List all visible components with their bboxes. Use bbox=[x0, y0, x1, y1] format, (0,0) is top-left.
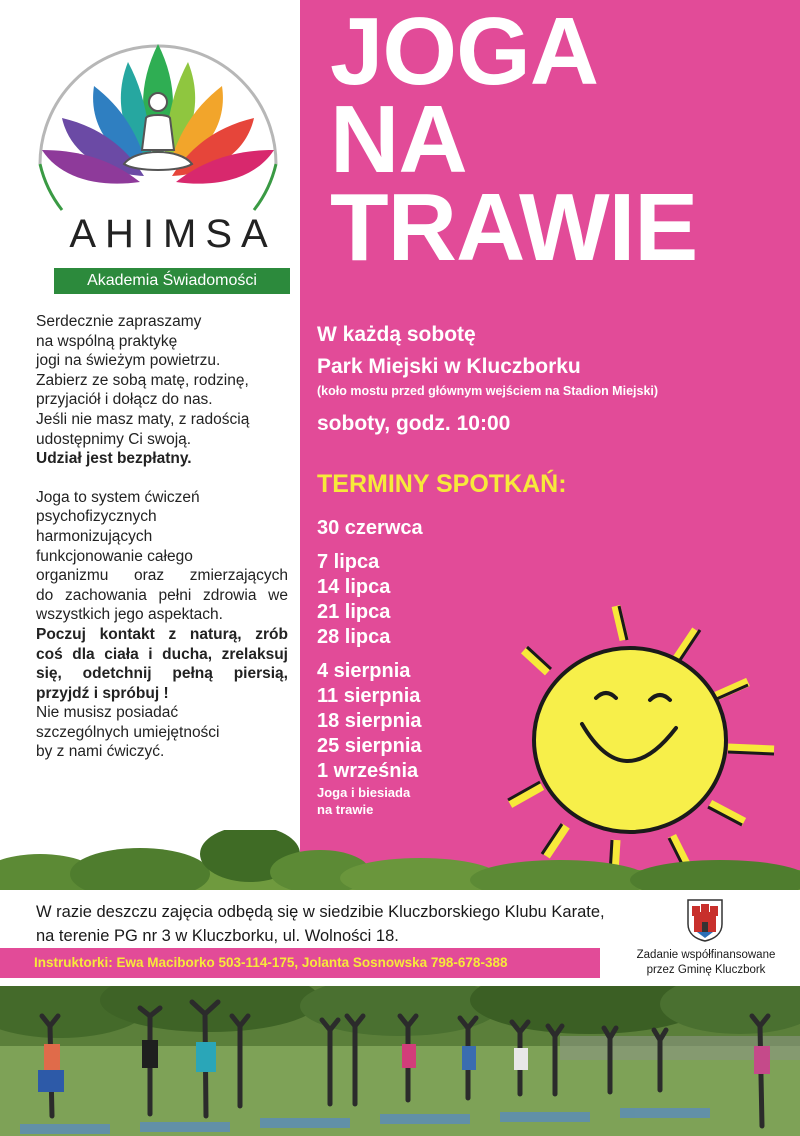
intro-bold-line: Poczuj kontakt z naturą, zrób bbox=[36, 625, 288, 643]
schedule-day: W każdą sobotę bbox=[317, 323, 476, 346]
intro-line: do zachowania pełni zdrowia we bbox=[36, 586, 288, 604]
title-line: TRAWIE bbox=[330, 174, 698, 281]
intro-line: jogi na świeżym powietrzu. bbox=[36, 352, 221, 370]
left-column bbox=[0, 0, 300, 880]
intro-text bbox=[36, 312, 288, 762]
intro-bold-line: coś dla ciała i ducha, zrelaksuj bbox=[36, 645, 288, 663]
intro-line: udostępnimy Ci swoją. bbox=[36, 430, 192, 448]
intro-line: Nie musisz posiadać bbox=[36, 704, 179, 722]
cofund-line: Zadanie współfinansowane bbox=[636, 949, 776, 961]
schedule-info bbox=[317, 322, 658, 438]
intro-line: funkcjonowanie całego bbox=[36, 547, 193, 565]
free-participation: Udział jest bezpłatny. bbox=[36, 450, 192, 468]
date-item: 7 lipca bbox=[317, 551, 380, 573]
final-note-line: na trawie bbox=[317, 802, 374, 817]
schedule-place: Park Miejski w Kluczborku bbox=[317, 355, 581, 378]
date-item: 28 lipca bbox=[317, 626, 391, 648]
cofunding-note bbox=[612, 948, 800, 978]
intro-line: Jeśli nie masz maty, z radością bbox=[36, 410, 250, 428]
final-event-note bbox=[317, 784, 423, 818]
poster-title bbox=[330, 0, 790, 281]
intro-line: harmonizujących bbox=[36, 527, 153, 545]
intro-line: organizmu oraz zmierzających bbox=[36, 567, 288, 585]
intro-line: psychofizycznych bbox=[36, 508, 157, 526]
final-note-line: Joga i biesiada bbox=[317, 785, 411, 800]
logo-name: AHIMSA bbox=[69, 212, 277, 256]
intro-line: Joga to system ćwiczeń bbox=[36, 488, 200, 506]
date-item: 21 lipca bbox=[317, 601, 391, 623]
intro-line: by z nami ćwiczyć. bbox=[36, 743, 165, 761]
date-item: 1 września bbox=[317, 760, 419, 782]
date-item: 30 czerwca bbox=[317, 517, 423, 539]
intro-bold-line: się, odetchnij pełną piersią, bbox=[36, 665, 288, 683]
intro-bold-line: przyjdź i spróbuj ! bbox=[36, 684, 169, 702]
kluczbork-coat-of-arms-icon bbox=[686, 898, 724, 942]
date-item: 14 lipca bbox=[317, 576, 391, 598]
intro-line: Serdecznie zapraszamy bbox=[36, 313, 202, 330]
intro-line: szczególnych umiejętności bbox=[36, 723, 220, 741]
title-line: JOGA bbox=[330, 0, 599, 105]
date-item: 11 sierpnia bbox=[317, 685, 421, 707]
date-item: 4 sierpnia bbox=[317, 660, 411, 682]
rain-line: na terenie PG nr 3 w Kluczborku, ul. Wolności 18. bbox=[36, 927, 399, 945]
title-line: NA bbox=[330, 86, 467, 193]
schedule-place-note: (koło mostu przed głównym wejściem na Stadion Miejski) bbox=[317, 384, 659, 398]
rain-notice bbox=[36, 900, 676, 948]
info-band bbox=[0, 890, 800, 986]
schedule-time: soboty, godz. 10:00 bbox=[317, 412, 511, 435]
intro-line: przyjaciół i dołącz do nas. bbox=[36, 391, 213, 409]
cofund-line: przez Gminę Kluczbork bbox=[646, 964, 766, 976]
date-item: 18 sierpnia bbox=[317, 710, 422, 732]
instructors-bar bbox=[0, 948, 600, 978]
dates-list bbox=[317, 516, 423, 818]
rain-line: W razie deszczu zajęcia odbędą się w siedzibie Kluczborskiego Klubu Karate, bbox=[36, 903, 605, 921]
logo-subtitle: Akademia Świadomości bbox=[54, 268, 290, 294]
yoga-group-photo bbox=[0, 986, 800, 1136]
intro-line: wszystkich jego aspektach. bbox=[36, 606, 223, 624]
lotus-meditation-icon bbox=[20, 14, 296, 224]
event-panel bbox=[300, 0, 800, 880]
date-item: 25 sierpnia bbox=[317, 735, 422, 757]
intro-line: Zabierz ze sobą matę, rodzinę, bbox=[36, 371, 249, 389]
intro-line: na wspólną praktykę bbox=[36, 332, 178, 350]
instructors-contact: Instruktorki: Ewa Maciborko 503-114-175, Jolanta Sosnowska 798-678-388 bbox=[34, 955, 508, 970]
terms-heading: TERMINY SPOTKAŃ: bbox=[317, 470, 567, 498]
ahimsa-logo bbox=[20, 14, 296, 289]
